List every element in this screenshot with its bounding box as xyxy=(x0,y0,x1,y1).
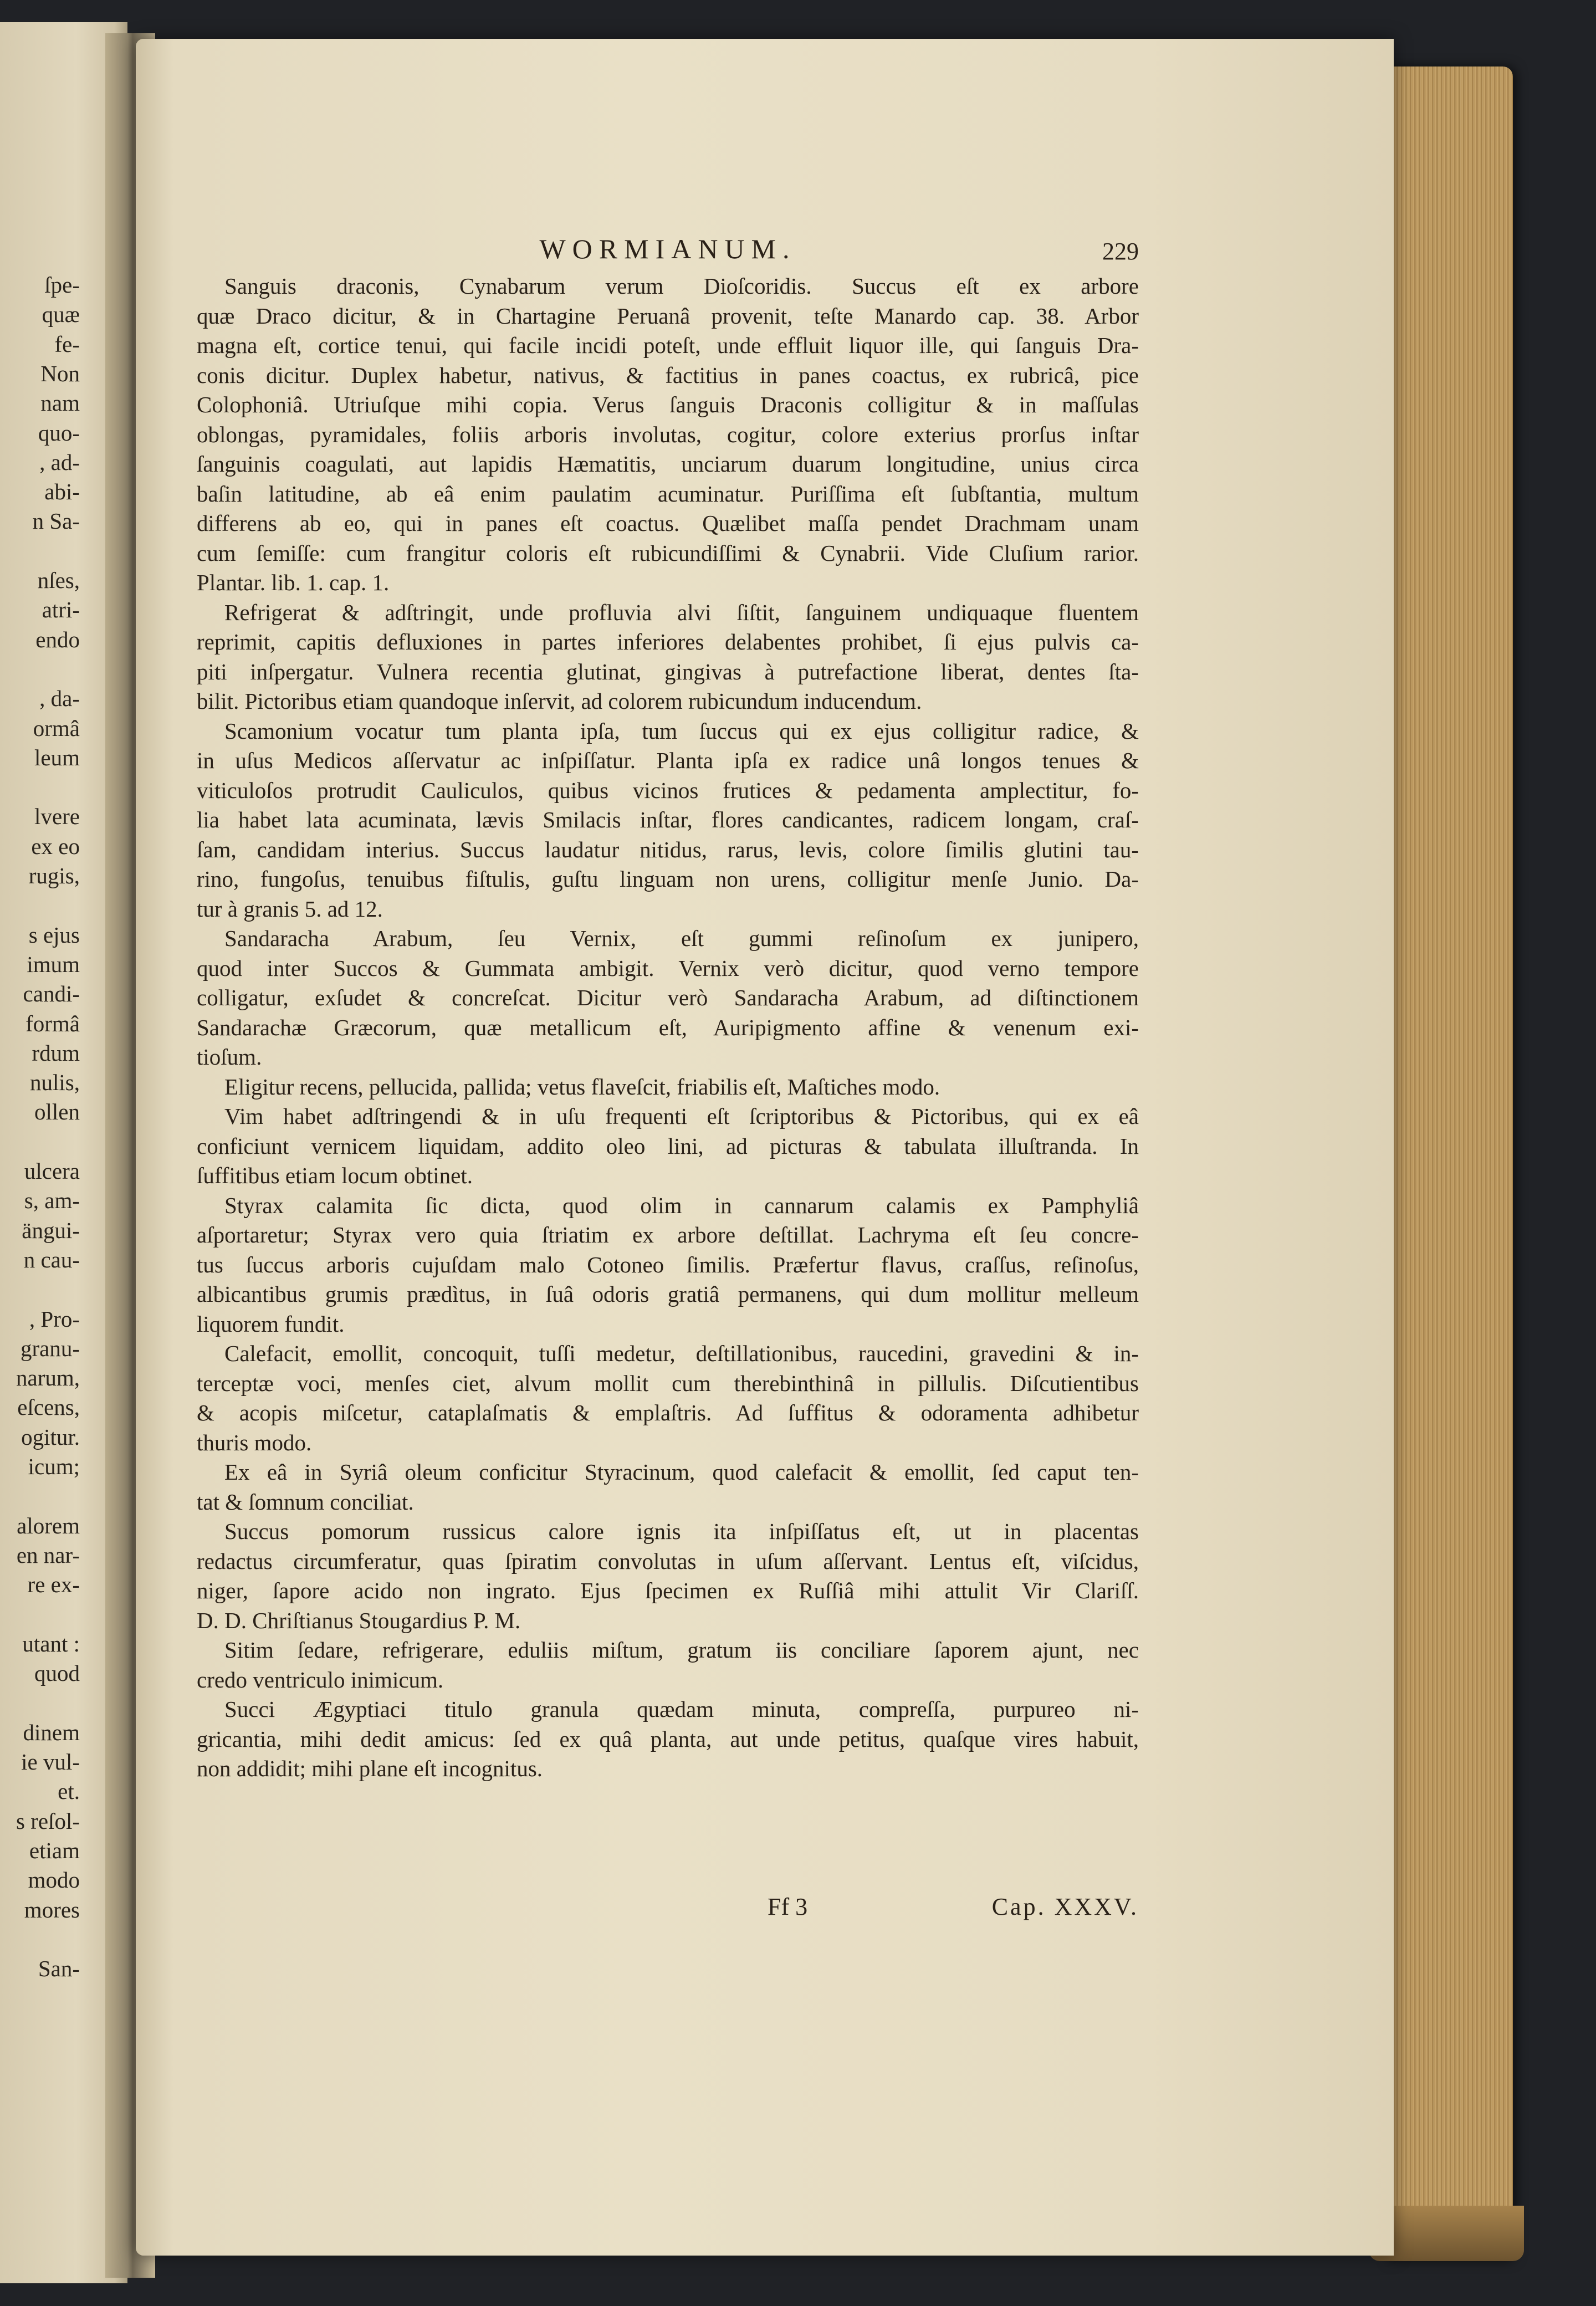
text-line: thuris modo. xyxy=(197,1429,312,1455)
text-line: Refrigerat & adſtringit, unde profluvia alvi ſiſtit, ſanguinem undiquaque fluentem xyxy=(224,599,1139,625)
text-line: liquorem fundit. xyxy=(197,1311,345,1337)
page-header xyxy=(197,233,1139,266)
text-line: ſam, candidam interius. Succus laudatur nitidus, rarus, levis, colore ſimilis glutini tau- xyxy=(197,836,1139,862)
left-page-fragment: s reſol- xyxy=(16,1808,80,1834)
text-line: baſin latitudine, ab eâ enim paulatim acuminatur. Puriſſima eſt ſubſtantia, multum xyxy=(197,480,1139,507)
text-line: in uſus Medicos aſſervatur ac inſpiſſatur. Planta ipſa ex radice unâ longos tenues & xyxy=(197,748,1139,773)
left-page-fragment: utant : xyxy=(22,1630,80,1656)
text-line: quod inter Succos & Gummata ambigit. Vernix verò dicitur, quod verno tempore xyxy=(197,955,1139,981)
left-page-fragment: icum; xyxy=(28,1454,80,1479)
text-line: Styrax calamita ſic dicta, quod olim in cannarum calamis ex Pamphyliâ xyxy=(224,1192,1139,1218)
left-page-fragment: quæ xyxy=(42,301,80,328)
text-line: credo ventriculo inimicum. xyxy=(197,1666,444,1693)
text-line: Succi Ægyptiaci titulo granula quædam minuta, compreſſa, purpureo ni- xyxy=(224,1696,1139,1722)
running-head: WORMIANUM. xyxy=(539,233,796,264)
text-line: D. D. Chriſtianus Stougardius P. M. xyxy=(197,1607,521,1633)
text-line: Sandaracha Arabum, ſeu Vernix, eſt gummi reſinoſum ex junipero, xyxy=(224,926,1139,951)
left-page-fragment: , ad- xyxy=(39,449,80,475)
left-page-fragment: abi- xyxy=(44,479,80,505)
text-line: reprimit, capitis defluxiones in partes inferiores delabentes prohibet, ſi ejus pulvis ca- xyxy=(197,629,1139,655)
left-page-fragment: en nar- xyxy=(16,1542,80,1568)
text-line: terceptæ voci, menſes ciet, alvum mollit cum therebinthinâ in pillulis. Diſcutientibus xyxy=(197,1370,1139,1396)
left-page-fragment: granu- xyxy=(20,1335,80,1361)
text-line: Sanguis draconis, Cynabarum verum Dioſcoridis. Succus eſt ex arbore xyxy=(224,273,1139,299)
text-line: Ex eâ in Syriâ oleum conficitur Styracinum, quod calefacit & emollit, ſed caput ten- xyxy=(224,1459,1139,1485)
text-line: Scamonium vocatur tum planta ipſa, tum ſuccus qui ex ejus colligitur radice, & xyxy=(224,718,1139,744)
left-page-fragment: s ejus xyxy=(28,922,80,948)
left-page-fragment: eſcens, xyxy=(17,1394,80,1420)
text-line: differens ab eo, qui in panes eſt coactus. Quælibet maſſa pendet Drachmam unam xyxy=(197,510,1139,536)
text-line: conficiunt vernicem liquidam, addito oleo lini, ad picturas & tabulata illuſtranda. In xyxy=(197,1133,1139,1159)
text-line: Calefacit, emollit, concoquit, tuſſi medetur, deſtillationibus, raucedini, gravedini & in- xyxy=(224,1341,1139,1366)
text-line: gricantia, mihi dedit amicus: ſed ex quâ planta, aut unde petitus, quaſque vires habuit, xyxy=(197,1726,1139,1752)
left-page-fragment: Non xyxy=(40,360,80,386)
page-number: 229 xyxy=(1102,238,1139,265)
text-line: Sandarachæ Græcorum, quæ metallicum eſt, Auripigmento affine & venenum exi- xyxy=(197,1014,1139,1040)
left-page-fragment: quod xyxy=(34,1660,80,1686)
text-line: bilit. Pictoribus etiam quandoque inſervit, ad colorem rubicundum inducendum. xyxy=(197,688,922,714)
left-page-fragment: ogitur. xyxy=(21,1424,80,1450)
left-page-fragment: narum, xyxy=(16,1365,80,1391)
text-line: tus ſuccus arboris cujuſdam malo Cotoneo ſimilis. Præfertur flavus, craſſus, reſinoſus, xyxy=(197,1251,1139,1277)
text-line: colligatur, exſudet & concreſcat. Dicitur verò Sandaracha Arabum, ad diſtinctionem xyxy=(197,985,1139,1010)
left-page-fragment: etiam xyxy=(29,1837,80,1863)
left-page-fragment: ulcera xyxy=(24,1158,80,1184)
left-page-fragment: modo xyxy=(28,1867,80,1893)
text-line: tur à granis 5. ad 12. xyxy=(197,896,383,922)
left-page-fragment: alorem xyxy=(17,1512,80,1538)
left-page-fragment: rdum xyxy=(32,1040,80,1066)
left-page-fragment: s, am- xyxy=(24,1188,80,1214)
catchword: Cap. XXXV. xyxy=(991,1893,1139,1920)
left-page-fragment: , Pro- xyxy=(29,1306,80,1332)
left-page-fragment: nſes, xyxy=(37,567,80,593)
left-page-fragment: fe- xyxy=(54,331,80,357)
left-page-fragment: candi- xyxy=(23,981,80,1007)
left-page-fragment: ie vul- xyxy=(21,1749,80,1775)
left-page-fragment: , da- xyxy=(39,686,80,712)
left-page-fragment: n Sa- xyxy=(32,508,80,534)
text-line: rino, fungoſus, tenuibus fiſtulis, guſtu linguam non urens, colligitur menſe Junio. Da- xyxy=(197,866,1139,892)
left-page-fragment: nam xyxy=(40,390,80,416)
left-page-fragment: ängui- xyxy=(22,1217,80,1243)
signature-mark: Ff 3 xyxy=(768,1893,808,1920)
text-line: aſportaretur; Styrax vero quia ſtriatim ex arbore deſtillat. Lachryma eſt ſeu concre- xyxy=(197,1222,1139,1247)
text-line: & acopis miſcetur, cataplaſmatis & emplaſtris. Ad ſuffitus & odoramenta adhibetur xyxy=(197,1400,1139,1425)
left-page-fragment: dinem xyxy=(23,1719,80,1745)
left-page-fragment: formâ xyxy=(25,1010,80,1036)
text-line: cum ſemiſſe: cum frangitur coloris eſt rubicundiſſimi & Cynabrii. Vide Cluſium rarior. xyxy=(197,540,1139,566)
left-page-fragment: ſpe- xyxy=(44,272,80,298)
left-page-fragment: endo xyxy=(35,626,80,652)
text-line: magna eſt, cortice tenui, qui facile incidi poteſt, unde effluit liquor ille, qui ſanguis Dra- xyxy=(197,333,1139,358)
text-line: redactus circumferatur, quas ſpiratim convolutas in uſum aſſervant. Lentus eſt, viſcidus, xyxy=(197,1548,1139,1574)
text-line: quæ Draco dicitur, & in Chartagine Peruanâ provenit, teſte Manardo cap. 38. Arbor xyxy=(197,303,1139,329)
text-line: ſuffitibus etiam locum obtinet. xyxy=(197,1163,473,1188)
left-page-fragment: nulis, xyxy=(30,1070,80,1096)
text-line: viticuloſos protrudit Cauliculos, quibus vicinos frutices & pedamenta amplectitur, fo- xyxy=(197,777,1139,803)
left-page-fragment: atri- xyxy=(42,597,80,623)
text-line: lia habet lata acuminata, lævis Smilacis inſtar, flores candicantes, radicem longam, craſ- xyxy=(197,807,1139,832)
text-line: tat & ſomnum conciliat. xyxy=(197,1489,414,1515)
left-page-fragment: imum xyxy=(27,951,80,977)
text-line: Succus pomorum russicus calore ignis ita inſpiſſatus eſt, ut in placentas xyxy=(224,1518,1139,1544)
text-line: Colophoniâ. Utriuſque mihi copia. Verus ſanguis Draconis colligitur & in maſſulas xyxy=(197,392,1139,417)
left-page-fragment: quo- xyxy=(38,420,80,446)
text-line: Vim habet adſtringendi & in uſu frequenti eſt ſcriptoribus & Pictoribus, qui ex eâ xyxy=(224,1103,1139,1129)
text-line: Plantar. lib. 1. cap. 1. xyxy=(197,570,390,595)
left-page-fragment: ormâ xyxy=(33,715,80,741)
text-line: Sitim ſedare, refrigerare, eduliis miſtum, gratum iis conciliare ſaporem ajunt, nec xyxy=(224,1637,1139,1663)
text-line: tioſum. xyxy=(197,1044,262,1070)
text-line: niger, ſapore acido non ingrato. Ejus ſpecimen ex Ruſſiâ mihi attulit Vir Clariſſ. xyxy=(197,1578,1139,1603)
text-line: ſanguinis coagulati, aut lapidis Hæmatitis, unciarum duarum longitudine, unius circa xyxy=(197,451,1139,477)
left-page-fragment: n cau- xyxy=(23,1246,80,1272)
left-page-fragment: leum xyxy=(34,744,80,770)
left-page-fragment: rugis, xyxy=(28,863,80,888)
text-line: Eligitur recens, pellucida, pallida; vetus flaveſcit, friabilis eſt, Maſtiches modo. xyxy=(224,1073,940,1100)
left-page-fragment: lvere xyxy=(34,804,80,830)
text-line: non addidit; mihi plane eſt incognitus. xyxy=(197,1756,543,1781)
left-page-fragment: re ex- xyxy=(27,1572,80,1598)
left-page-fragment: ollen xyxy=(34,1099,80,1125)
left-page-fragment: et. xyxy=(58,1778,80,1804)
page-body-text xyxy=(197,272,1139,1784)
text-line: conis dicitur. Duplex habetur, nativus, & factitius in panes coactus, ex rubricâ, pice xyxy=(197,362,1139,388)
page-footer xyxy=(197,1893,1139,1926)
text-line: oblongas, pyramidales, foliis arboris involutas, cogitur, colore exterius prorſus inſtar xyxy=(197,421,1139,447)
page-fore-edge xyxy=(1385,67,1513,2261)
left-page-fragment: San- xyxy=(38,1956,80,1982)
text-line: piti inſpergatur. Vulnera recentia glutinat, gingivas à putrefactione liberat, dentes ſta- xyxy=(197,658,1139,684)
left-page-fragment: ex eo xyxy=(31,833,80,859)
text-line: albicantibus grumis prædìtus, in ſuâ odoris gratiâ permanens, qui dum mollitur melleum xyxy=(197,1281,1139,1307)
left-page-fragment: mores xyxy=(24,1896,80,1922)
